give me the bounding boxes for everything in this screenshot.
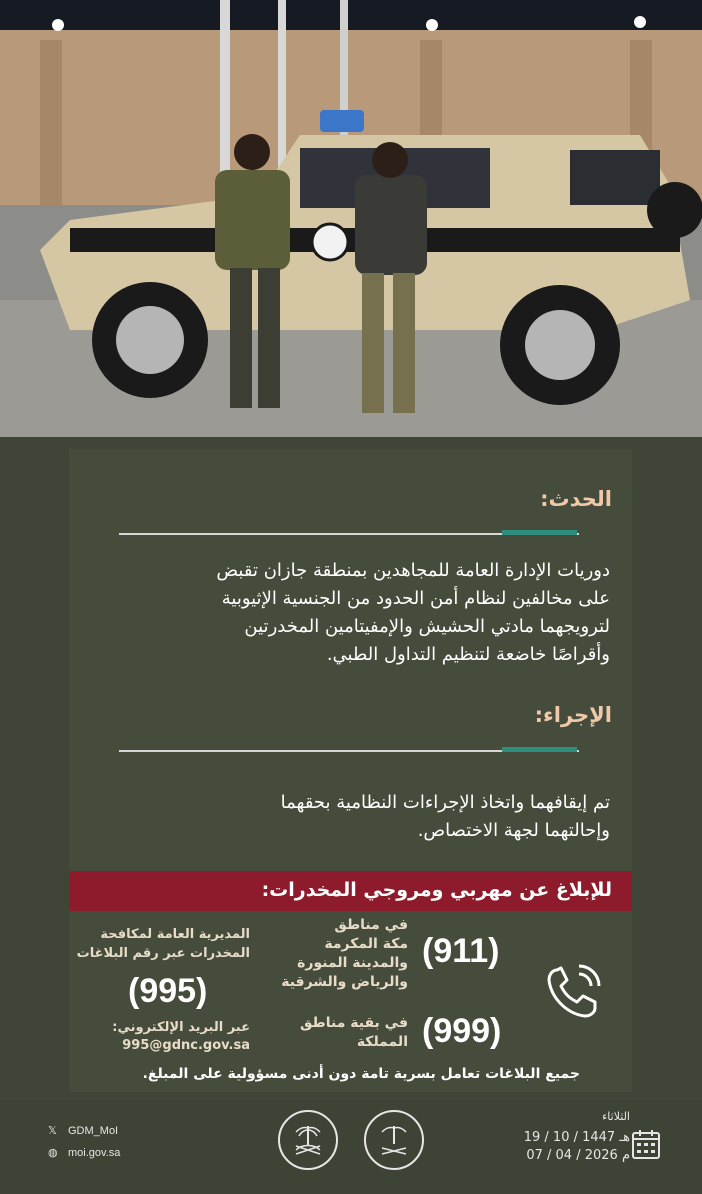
news-photo bbox=[0, 0, 702, 437]
globe-icon: ◍ bbox=[48, 1147, 58, 1159]
weekday: الثلاثاء bbox=[602, 1110, 630, 1123]
regions-999 bbox=[300, 1014, 408, 1052]
hotline-999: (999) bbox=[422, 1012, 502, 1050]
region-line: في مناطق bbox=[334, 917, 408, 933]
email-address[interactable]: 995@gdnc.gov.sa bbox=[122, 1038, 250, 1053]
action-divider-accent bbox=[502, 747, 577, 752]
event-line: لترويجهما مادتي الحشيش والإمفيتامين المخدرتين bbox=[244, 616, 610, 637]
palm-swords-icon bbox=[288, 1120, 328, 1160]
hijri-date: 19 / 10 / 1447 هـ bbox=[523, 1130, 630, 1145]
hotline-995: (995) bbox=[128, 972, 208, 1010]
region-line: في بقية مناطق bbox=[299, 1015, 408, 1031]
x-handle: GDM_MoI bbox=[68, 1125, 119, 1137]
event-divider-accent bbox=[502, 530, 577, 535]
region-line: والرياض والشرقية bbox=[281, 974, 408, 990]
region-line: المملكة bbox=[356, 1034, 408, 1050]
event-heading: الحدث: bbox=[540, 487, 612, 511]
event-line: على مخالفين لنظام أمن الحدود من الجنسية الإثيوبية bbox=[221, 588, 610, 609]
region-line: مكة المكرمة bbox=[324, 936, 408, 952]
event-text bbox=[97, 557, 610, 669]
hotline-911: (911) bbox=[422, 932, 500, 970]
directorate-line: المديرية العامة لمكافحة bbox=[100, 927, 250, 942]
x-handle-row[interactable] bbox=[48, 1124, 118, 1137]
x-logo-icon: 𝕏 bbox=[48, 1125, 57, 1137]
region-line: والمدينة المنورة bbox=[297, 955, 408, 971]
confidentiality-note bbox=[69, 1062, 632, 1092]
action-heading: الإجراء: bbox=[534, 703, 612, 727]
event-line: دوريات الإدارة العامة للمجاهدين بمنطقة جازان تقبض bbox=[216, 560, 610, 581]
moi-emblem bbox=[364, 1110, 424, 1170]
email-label: عبر البريد الإلكتروني: bbox=[112, 1020, 250, 1035]
action-text bbox=[97, 789, 610, 845]
palm-swords-icon bbox=[374, 1120, 414, 1160]
calendar-icon bbox=[631, 1128, 661, 1160]
event-line: وأقراصًا خاضعة لتنظيم التداول الطبي. bbox=[326, 644, 610, 665]
gregorian-date: 07 / 04 / 2026 م bbox=[526, 1148, 630, 1163]
directorate-text bbox=[77, 925, 250, 963]
phone-icon bbox=[543, 960, 605, 1022]
photo-illustration bbox=[0, 0, 702, 437]
confidentiality-text: جميع البلاغات تعامل بسرية تامة دون أدنى مسؤولية على المبلغ. bbox=[142, 1066, 580, 1082]
gdnc-emblem bbox=[278, 1110, 338, 1170]
regions-911 bbox=[281, 916, 408, 992]
directorate-line: المخدرات عبر رقم البلاغات bbox=[76, 946, 250, 961]
website-row[interactable] bbox=[48, 1146, 120, 1159]
report-title: للإبلاغ عن مهربي ومروجي المخدرات: bbox=[261, 879, 612, 901]
action-line: وإحالتهما لجهة الاختصاص. bbox=[417, 820, 610, 841]
footer bbox=[0, 1100, 702, 1194]
action-line: تم إيقافهما واتخاذ الإجراءات النظامية بحقهما bbox=[280, 792, 610, 813]
website-link: moi.gov.sa bbox=[68, 1147, 121, 1159]
report-banner bbox=[69, 871, 632, 911]
